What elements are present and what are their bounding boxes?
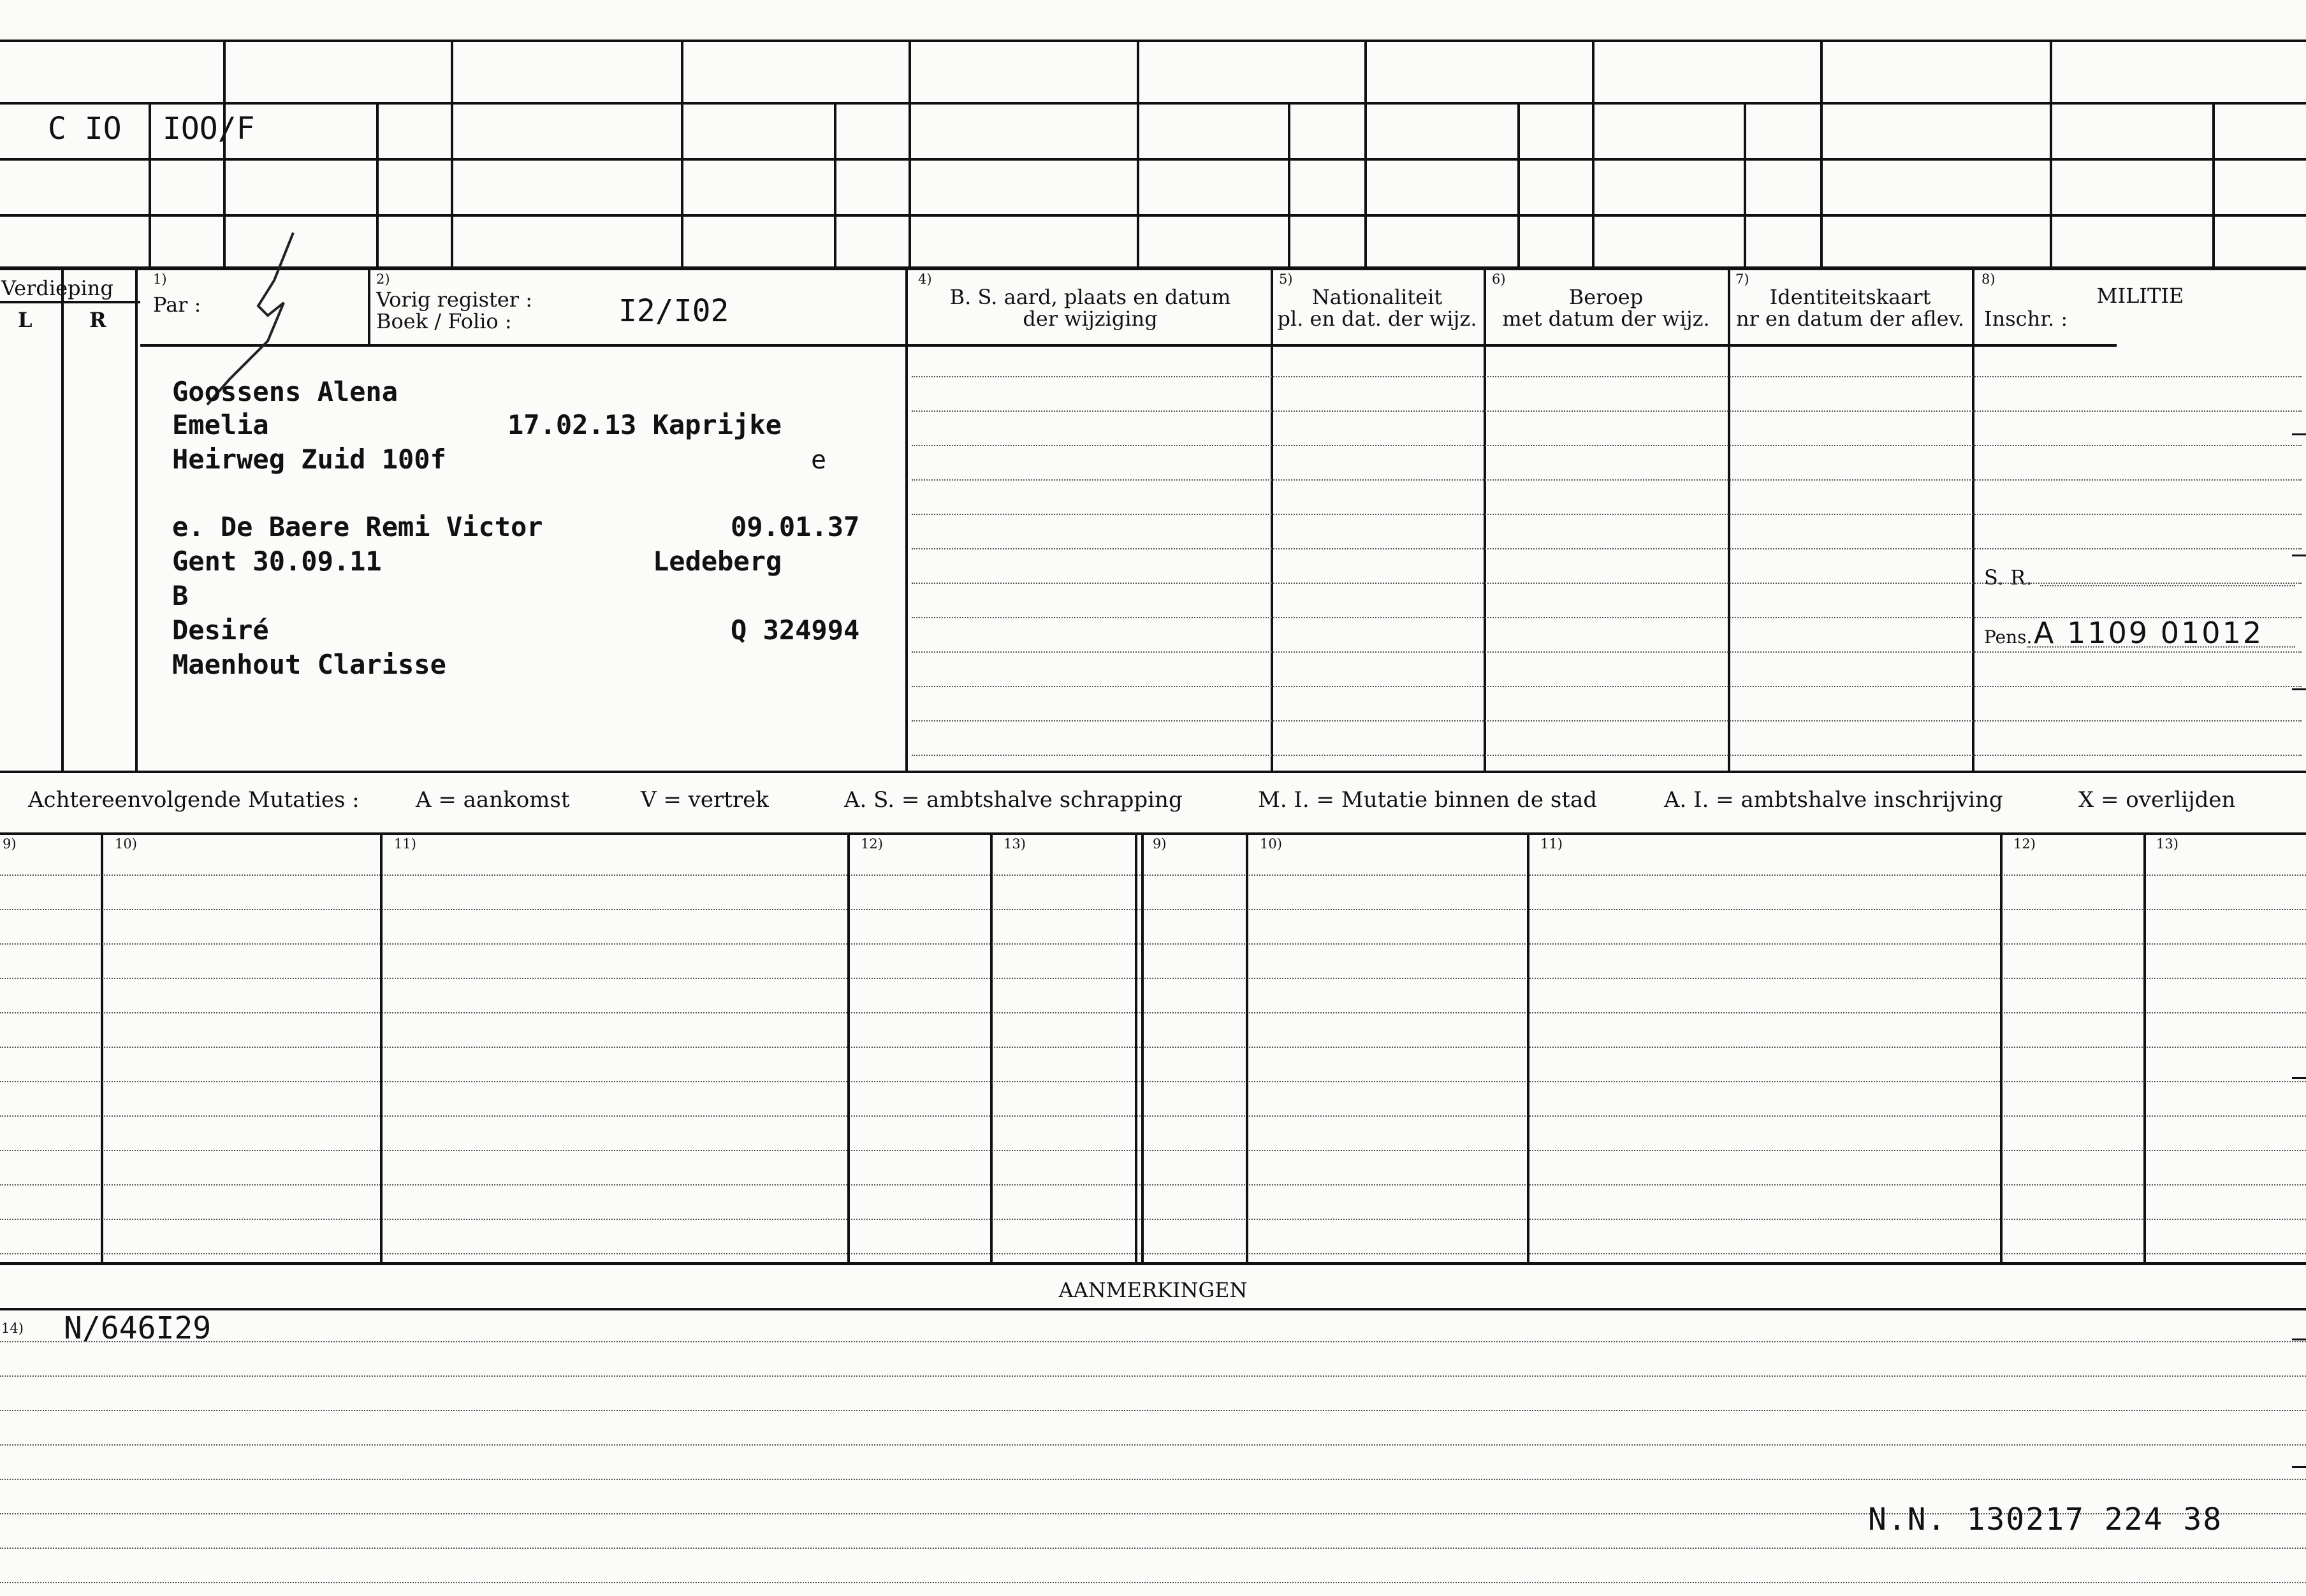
identiteitskaart-line2: nr en datum der aflev. — [1735, 307, 1965, 331]
dotted-rule — [912, 617, 2302, 618]
lower-col-divider — [1527, 832, 1529, 1263]
dotted-rule — [0, 1047, 2306, 1048]
top-grid-col — [1744, 102, 1746, 266]
militie-label: MILITIE — [2096, 284, 2184, 308]
top-grid-col — [681, 40, 683, 266]
spouse-name: e. De Baere Remi Victor — [172, 511, 543, 542]
marriage-place: Ledeberg — [653, 546, 782, 577]
lower-col-divider-double — [1135, 832, 1137, 1263]
col-divider-par — [135, 270, 138, 771]
floor-l-label: L — [18, 308, 33, 332]
dotted-rule — [0, 1479, 2306, 1480]
spouse-parent: Desiré — [172, 614, 269, 646]
lower-col-number: 9) — [1153, 836, 1167, 852]
spouse-mother: Maenhout Clarisse — [172, 649, 446, 680]
lower-col-divider-double — [1141, 832, 1144, 1263]
par-label: Par : — [153, 293, 201, 317]
col-divider-bs — [905, 270, 908, 771]
lower-col-number: 12) — [2013, 836, 2036, 852]
top-grid-col — [376, 102, 379, 266]
dotted-rule — [0, 1410, 2306, 1411]
col-divider-vorig — [368, 270, 370, 344]
dotted-rule — [0, 978, 2306, 979]
dotted-rule — [912, 720, 2302, 722]
dotted-rule — [912, 548, 2302, 549]
mutatie-as: A. S. = ambtshalve schrapping — [844, 787, 1183, 813]
edge-tick — [2292, 1466, 2306, 1468]
dotted-rule — [0, 1219, 2306, 1220]
boek-folio-label: Boek / Folio : — [376, 309, 512, 333]
spouse-birth: Gent 30.09.11 — [172, 546, 382, 577]
person-name: Goossens Alena — [172, 376, 398, 407]
dotted-rule — [0, 1375, 2306, 1377]
dotted-rule — [0, 1341, 2306, 1342]
lower-col-divider — [990, 832, 993, 1263]
dotted-rule — [912, 651, 2302, 653]
mutaties-bottom-line — [0, 832, 2306, 835]
top-grid-col — [1364, 40, 1367, 266]
dotted-rule — [0, 909, 2306, 910]
verdieping-divider — [0, 301, 140, 303]
national-number: N.N. 130217 224 38 — [1868, 1502, 2223, 1537]
lower-col-divider — [380, 832, 383, 1263]
dotted-rule — [912, 479, 2302, 481]
col-divider-nat — [1271, 270, 1273, 771]
top-code: C IO — [48, 111, 122, 147]
lower-col-divider — [2000, 832, 2003, 1263]
top-grid-col — [2050, 40, 2052, 266]
lower-col-number: 11) — [1540, 836, 1563, 852]
dotted-rule — [912, 445, 2302, 446]
top-grid-col — [1592, 40, 1594, 266]
col-number-6: 6) — [1492, 272, 1506, 287]
mutaties-label: Achtereenvolgende Mutaties : — [28, 787, 360, 813]
top-grid-col — [2212, 102, 2215, 266]
dotted-rule — [0, 1184, 2306, 1186]
pens-dotted-line — [2027, 646, 2295, 648]
aanmerkingen-number: 14) — [1, 1321, 24, 1336]
lower-col-number: 10) — [1260, 836, 1282, 852]
top-grid-col — [1517, 102, 1520, 266]
top-grid-bottom — [0, 266, 2306, 270]
dotted-rule — [0, 874, 2306, 876]
col-number-5: 5) — [1279, 272, 1293, 287]
lower-col-divider — [847, 832, 850, 1263]
top-grid-col — [451, 40, 453, 266]
mutaties-top-line — [0, 771, 2306, 773]
dotted-rule — [0, 1253, 2306, 1254]
mutatie-mi: M. I. = Mutatie binnen de stad — [1258, 787, 1597, 813]
edge-tick — [2292, 555, 2306, 556]
top-grid-line-3 — [0, 214, 2306, 217]
mutatie-a: A = aankomst — [416, 787, 570, 813]
beroep-line2: met datum der wijz. — [1502, 307, 1710, 331]
dotted-rule — [0, 943, 2306, 945]
floor-r-label: R — [89, 308, 106, 332]
edge-tick — [2292, 1077, 2306, 1079]
col-number-1: 1) — [153, 272, 167, 287]
pens-label: Pens. — [1984, 627, 2032, 648]
vorig-register-label: Vorig register : — [376, 287, 533, 312]
boek-folio-value: I2/I02 — [618, 293, 729, 329]
pens-value: A 1109 01012 — [2034, 616, 2264, 650]
col-number-2: 2) — [376, 272, 390, 287]
dotted-rule — [0, 1012, 2306, 1013]
lower-grid-bottom — [0, 1262, 2306, 1265]
beroep-line1: Beroep — [1568, 285, 1644, 309]
person-given-name: Emelia — [172, 409, 269, 440]
dotted-rule — [0, 1115, 2306, 1117]
person-address-mark: e — [811, 446, 827, 475]
col-number-7: 7) — [1735, 272, 1749, 287]
identiteitskaart-line1: Identiteitskaart — [1769, 285, 1931, 309]
dotted-rule — [0, 1150, 2306, 1151]
top-grid-line-1 — [0, 102, 2306, 105]
edge-tick — [2292, 433, 2306, 435]
header-bottom-line — [140, 344, 2117, 347]
col-divider-id — [1728, 270, 1730, 771]
inschr-label: Inschr. : — [1984, 307, 2068, 331]
col-divider-beroep — [1484, 270, 1486, 771]
top-grid-line-2 — [0, 158, 2306, 161]
top-grid-col — [834, 102, 836, 266]
spouse-code: Q 324994 — [731, 614, 860, 646]
top-house-number: IOO/F — [163, 111, 255, 147]
mutatie-ai: A. I. = ambtshalve inschrijving — [1664, 787, 2003, 813]
aanmerkingen-value: N/646I29 — [64, 1310, 212, 1346]
sr-dotted-line — [2040, 585, 2295, 586]
edge-tick — [2292, 688, 2306, 690]
bs-header-line2: der wijziging — [1023, 307, 1158, 331]
aanmerkingen-title: AANMERKINGEN — [1058, 1278, 1248, 1302]
col-divider-militie — [1972, 270, 1974, 771]
dotted-rule — [912, 686, 2302, 687]
top-grid-col — [1137, 40, 1139, 266]
nationaliteit-line1: Nationaliteit — [1311, 285, 1443, 309]
col-divider-lr — [61, 270, 64, 771]
dotted-rule — [0, 1582, 2306, 1583]
top-grid-col — [1820, 40, 1823, 266]
mutatie-x: X = overlijden — [2078, 787, 2236, 813]
top-border — [0, 40, 2306, 42]
person-birth: 17.02.13 Kaprijke — [507, 409, 782, 440]
top-grid-col — [149, 102, 151, 266]
lower-col-number: 11) — [394, 836, 416, 852]
lower-col-number: 12) — [861, 836, 883, 852]
sr-label: S. R. — [1984, 565, 2032, 590]
dotted-rule — [0, 1548, 2306, 1549]
dotted-rule — [0, 1081, 2306, 1082]
dotted-rule — [912, 755, 2302, 756]
bs-header-line1: B. S. aard, plaats en datum — [949, 285, 1231, 309]
top-grid-col — [909, 40, 911, 266]
dotted-rule — [912, 514, 2302, 515]
lower-col-number: 13) — [1003, 836, 1026, 852]
lower-col-divider — [1246, 832, 1248, 1263]
edge-tick — [2292, 1338, 2306, 1340]
col-number-8: 8) — [1981, 272, 1996, 287]
mutatie-v: V = vertrek — [641, 787, 769, 813]
top-grid-col — [1288, 102, 1290, 266]
lower-col-number: 9) — [3, 836, 17, 852]
dotted-rule — [912, 410, 2302, 412]
dotted-rule — [912, 376, 2302, 377]
dotted-rule — [0, 1444, 2306, 1446]
aanmerkingen-title-line — [0, 1308, 2306, 1310]
marriage-date: 09.01.37 — [731, 511, 860, 542]
col-number-4: 4) — [918, 272, 932, 287]
lower-col-number: 10) — [115, 836, 137, 852]
lower-col-divider — [2143, 832, 2146, 1263]
nationaliteit-line2: pl. en dat. der wijz. — [1277, 307, 1477, 331]
person-address: Heirweg Zuid 100f — [172, 444, 446, 475]
spouse-nationality: B — [172, 580, 189, 611]
verdieping-label: Verdieping — [1, 276, 113, 300]
lower-col-divider — [101, 832, 103, 1263]
lower-col-number: 13) — [2156, 836, 2178, 852]
dotted-rule — [912, 583, 2302, 584]
